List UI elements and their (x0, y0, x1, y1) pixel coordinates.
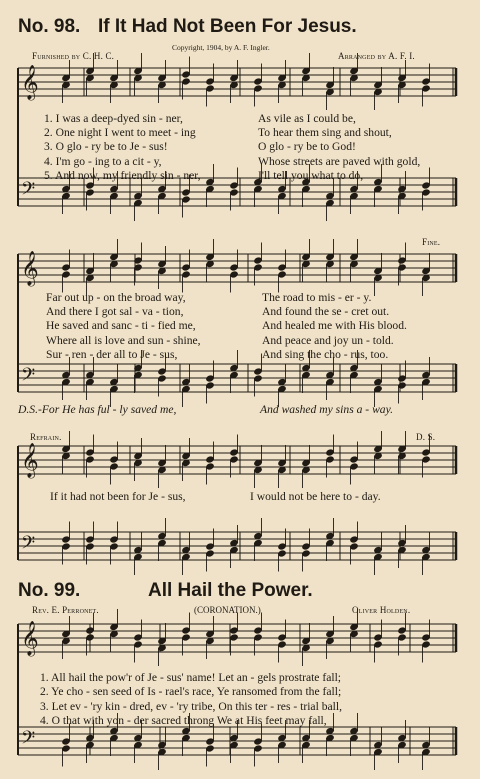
furnished-credit: Furnished by C. H. C. (32, 51, 115, 61)
hymn-title: All Hail the Power. (148, 580, 313, 601)
lyric-line: As vile as I could be, (258, 112, 356, 125)
hymn-number: No. 98. (18, 16, 81, 37)
lyric-line: He saved and sanc - ti - fied me, (46, 319, 196, 333)
ds-lyric-a: D.S.-For He has ful - ly saved me, (18, 403, 177, 416)
arranger-credit: Arranged by A. F. I. (338, 51, 415, 61)
bass-clef-icon: 𝄢 (21, 365, 36, 390)
lyric-line: 3. O glo - ry be to Je - sus! (44, 140, 168, 154)
bass-clef-icon: 𝄢 (21, 728, 36, 753)
verses-third-part (46, 291, 201, 362)
ds-marking: D. S. (416, 432, 436, 442)
hymn-title: If It Had Not Been For Jesus. (98, 16, 357, 37)
lyric-line: And there I got sal - va - tion, (46, 305, 184, 319)
composer-credit: Oliver Holden. (352, 605, 411, 615)
verses-hymn-99 (40, 671, 342, 729)
lyric-line: Whose streets are paved with gold, (258, 154, 421, 168)
lyric-line: 4. I'm go - ing to a cit - y, (44, 154, 162, 168)
hymn-number: No. 99. (18, 580, 81, 601)
lyric-line: 1. All hail the pow'r of Je - sus' name! Let an - gels prostrate fall; (40, 671, 342, 684)
ds-lyric-b: And washed my sins a - way. (260, 403, 393, 416)
treble-clef-icon: 𝄞 (21, 251, 39, 286)
bass-clef-icon: 𝄢 (21, 533, 36, 558)
lyric-line: I'll tell you what to do, (258, 168, 364, 182)
bass-clef-icon: 𝄢 (21, 179, 36, 204)
verses-first-half (44, 112, 201, 183)
bass-staff-four (18, 727, 456, 755)
treble-clef-icon: 𝄞 (21, 443, 39, 478)
lyric-line: Where all is love and sun - shine, (46, 333, 201, 347)
lyric-line: The road to mis - er - y. (262, 291, 372, 304)
refrain-label: Refrain. (30, 432, 62, 442)
treble-clef-icon: 𝄞 (21, 65, 39, 100)
lyric-line: 4. O that with yon - der sacred throng We at His feet may fall, (40, 714, 327, 728)
lyric-line: Sur - ren - der all to Je - sus, (46, 347, 178, 361)
refrain-lyric-b: I would not be here to - day. (250, 490, 381, 503)
lyric-line: To hear them sing and shout, (258, 126, 392, 140)
treble-clef-icon: 𝄞 (21, 621, 39, 656)
lyric-line: 1. I was a deep-dyed sin - ner, (44, 112, 183, 125)
lyric-line: And peace and joy un - told. (262, 333, 394, 347)
fine-marking: Fine. (422, 237, 441, 247)
lyric-line: And healed me with His blood. (262, 319, 407, 333)
refrain-lyric-a: If it had not been for Je - sus, (50, 490, 186, 503)
lyric-line: 2. Ye cho - sen seed of Is - rael's race, Ye ransomed from the fall; (40, 685, 342, 699)
verses-second-half (258, 112, 420, 183)
author-credit: Rev. E. Perronet. (32, 605, 99, 615)
lyric-line: 5. And now, my friendly sin - ner, (44, 168, 201, 182)
lyric-line: 3. Let ev - 'ry kin - dred, ev - 'ry tribe, On this ter - res - trial ball, (40, 699, 342, 713)
lyric-line: 2. One night I went to meet - ing (44, 126, 196, 140)
lyric-line: And found the se - cret out. (262, 305, 390, 319)
verses-fourth-part (262, 291, 407, 362)
lyric-line: And sing the cho - rus, too. (262, 347, 389, 361)
lyric-line: O glo - ry be to God! (258, 140, 356, 154)
tune-name: (CORONATION.) (194, 605, 261, 615)
lyric-line: Far out up - on the broad way, (46, 291, 186, 304)
copyright-line: Copyright, 1904, by A. F. Ingler. (172, 43, 270, 52)
